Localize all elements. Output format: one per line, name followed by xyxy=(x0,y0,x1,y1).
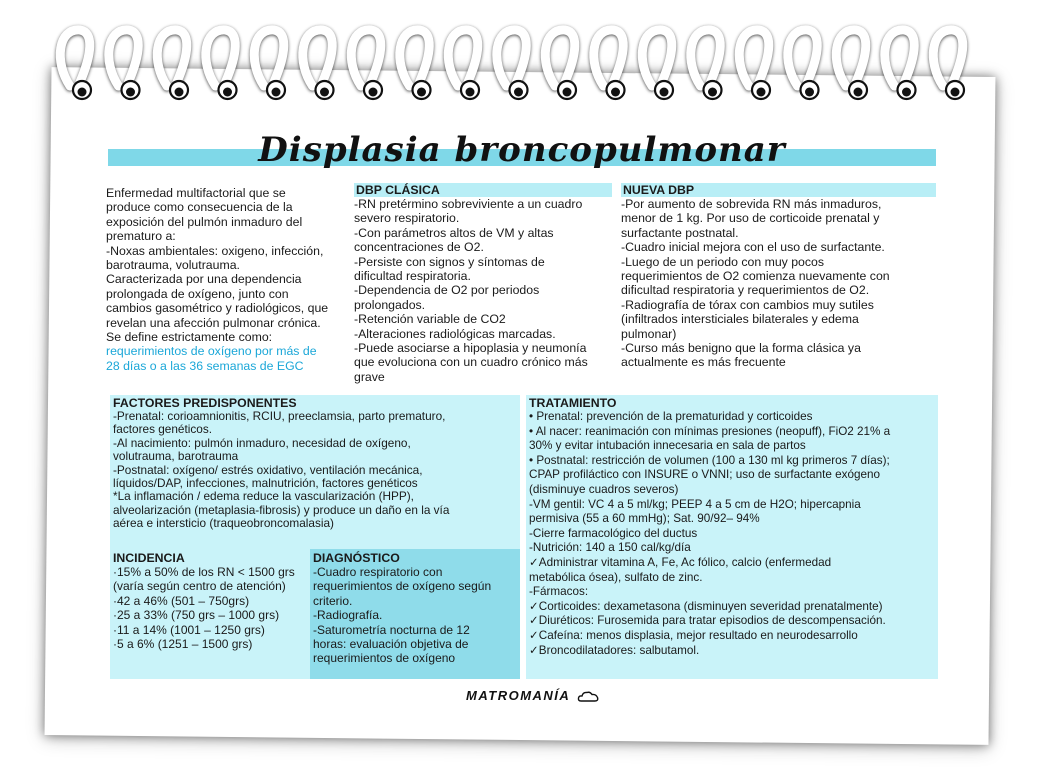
diagnostico-section xyxy=(310,549,520,679)
binding-hole-dot xyxy=(175,88,184,97)
spiral-ring xyxy=(497,30,526,86)
dbp-clasica-section xyxy=(354,183,612,384)
page-title: Displasia broncopulmonar xyxy=(258,130,786,170)
spiral-ring xyxy=(448,30,477,86)
tratamiento-text: • Prenatal: prevención de la prematuridad y corticoides • Al nacer: reanimación con mínimas presiones (neopuff), FiO2 21% a 30% y evitar intubación innecesaria en sala de partos • Postnatal: restricción de volumen (100 a 130 ml kg primeros 7 días); CPAP profiláctico con INSURE o VNNI; uso de surfactante exógeno (disminuye cuadros severos) -VM gentil: VC 4 a 5 ml/kg; PEEP 4 a 5 cm de H2O; hipercapnia permisiva (55 a 60 mmHg); Sat. 90/92– 94% -Cierre farmacológico del ductus -Nutrición: 140 a 150 cal/kg/día ✓Administrar vitamina A, Fe, Ac fólico, calcio (enfermedad metabólica ósea), sulfato de zinc. -Fármacos: ✓Corticoides: dexametasona (disminuyen severidad prenatalmente) ✓Diuréticos: Furosemida para tratar episodios de descompensación. ✓Cafeína: menos displasia, mejor resultado en neurodesarrollo ✓Broncodilatadores: salbutamol. xyxy=(529,410,891,657)
spiral-ring xyxy=(545,30,574,86)
binding-hole-dot xyxy=(272,88,281,97)
binding-hole-dot xyxy=(369,88,378,97)
intro-text: Enfermedad multifactorial que se produce como consecuencia de la exposición del pulmón inmaduro del prematuro a: -Noxas ambientales: oxigeno, infección, barotrauma, volutrauma. Caracterizada por una dependencia prolongada de oxígeno, junto con cambios gasométrico y radiológicos, que revelan una afección pulmonar crónica. Se define estrictamente como: xyxy=(106,186,329,345)
spiral-ring xyxy=(351,30,380,86)
binding-hole-dot xyxy=(417,88,426,97)
incidencia-header: INCIDENCIA xyxy=(113,551,185,565)
spiral-ring xyxy=(642,30,671,86)
spiral-ring xyxy=(303,30,332,86)
brand-logo xyxy=(466,688,599,703)
cloud-logo-icon xyxy=(577,690,599,703)
incidencia-text: ·15% a 50% de los RN < 1500 grs (varía según centro de atención) ·42 a 46% (501 – 750grs) ·25 a 33% (750 grs – 1000 grs) ·11 a 14% (1001 – 1250 grs) ·5 a 6% (1251 – 1500 grs) xyxy=(113,565,295,652)
dbp-clasica-header: DBP CLÁSICA xyxy=(354,183,612,197)
binding-hole-dot xyxy=(854,88,863,97)
binding-hole-dot xyxy=(951,88,960,97)
spiral-ring xyxy=(206,30,235,86)
spiral-ring xyxy=(109,30,138,86)
factores-header: FACTORES PREDISPONENTES xyxy=(113,396,297,410)
binding-hole-dot xyxy=(708,88,717,97)
incidencia-section xyxy=(110,549,310,679)
diagnostico-text: -Cuadro respiratorio con requerimientos de oxígeno según criterio. -Radiografía. -Saturometría nocturna de 12 horas: evaluación objetiva de requerimientos de oxígeno xyxy=(313,565,492,666)
binding-hole-dot xyxy=(320,88,329,97)
spiral-binding-icon xyxy=(40,6,1000,111)
nueva-dbp-section xyxy=(621,183,936,370)
spiral-ring xyxy=(836,30,865,86)
spiral-ring xyxy=(933,30,962,86)
intro-section xyxy=(106,186,351,373)
spiral-ring xyxy=(594,30,623,86)
factores-text: -Prenatal: corioamnionitis, RCIU, preeclamsia, parto prematuro, factores genéticos. -Al nacimiento: pulmón inmaduro, necesidad de oxígeno, volutrauma, barotrauma -Postnatal: oxígeno/ estrés oxidativo, ventilación mecánica, líquidos/DAP, infecciones, malnutrición, factores genéticos *La inflamación / edema reduce la vascularización (HPP), alveolarización (metaplasia-fibrosis) y produce un daño en la vía aérea e intersticio (traqueobroncomalasia) xyxy=(113,409,450,531)
tratamiento-header: TRATAMIENTO xyxy=(529,396,617,410)
intro-definition: requerimientos de oxígeno por más de 28 días o a las 36 semanas de EGC xyxy=(106,344,317,373)
binding-hole-dot xyxy=(78,88,87,97)
binding-hole-dot xyxy=(805,88,814,97)
spiral-ring xyxy=(885,30,914,86)
binding-hole-dot xyxy=(466,88,475,97)
diagnostico-header: DIAGNÓSTICO xyxy=(313,551,400,565)
binding-hole-dot xyxy=(126,88,135,97)
dbp-clasica-text: -RN pretérmino sobreviviente a un cuadro severo respiratorio. -Con parámetros altos de VM y altas concentraciones de O2. -Persiste con signos y síntomas de dificultad respiratoria. -Dependencia de O2 por periodos prolongados. -Retención variable de CO2 -Alteraciones radiológicas marcadas. -Puede asociarse a hipoplasia y neumonía que evoluciona con un cuadro crónico más grave xyxy=(354,197,588,384)
binding-hole-dot xyxy=(514,88,523,97)
binding-hole-dot xyxy=(563,88,572,97)
binding-hole-dot xyxy=(611,88,620,97)
tratamiento-section xyxy=(526,395,938,679)
factores-section xyxy=(110,395,520,549)
spiral-ring xyxy=(254,30,283,86)
spiral-ring xyxy=(157,30,186,86)
binding-hole-dot xyxy=(757,88,766,97)
brand-name: MATROMANÍA xyxy=(466,688,570,703)
nueva-dbp-text: -Por aumento de sobrevida RN más inmaduros, menor de 1 kg. Por uso de corticoide prenatal y surfactante postnatal. -Cuadro inicial mejora con el uso de surfactante. -Luego de un periodo con muy pocos requerimientos de O2 comienza nuevamente con dificultad respiratoria y requerimientos de O2. -Radiografía de tórax con cambios muy sutiles (infiltrados intersticiales bilaterales y edema pulmonar) -Curso más benigno que la forma clásica ya actualmente es más frecuente xyxy=(621,197,890,370)
spiral-ring xyxy=(60,30,89,86)
binding-hole-dot xyxy=(660,88,669,97)
spiral-ring xyxy=(400,30,429,86)
nueva-dbp-header: NUEVA DBP xyxy=(621,183,936,197)
spiral-ring xyxy=(691,30,720,86)
binding-hole-dot xyxy=(902,88,911,97)
binding-hole-dot xyxy=(223,88,232,97)
spiral-ring xyxy=(739,30,768,86)
spiral-ring xyxy=(788,30,817,86)
